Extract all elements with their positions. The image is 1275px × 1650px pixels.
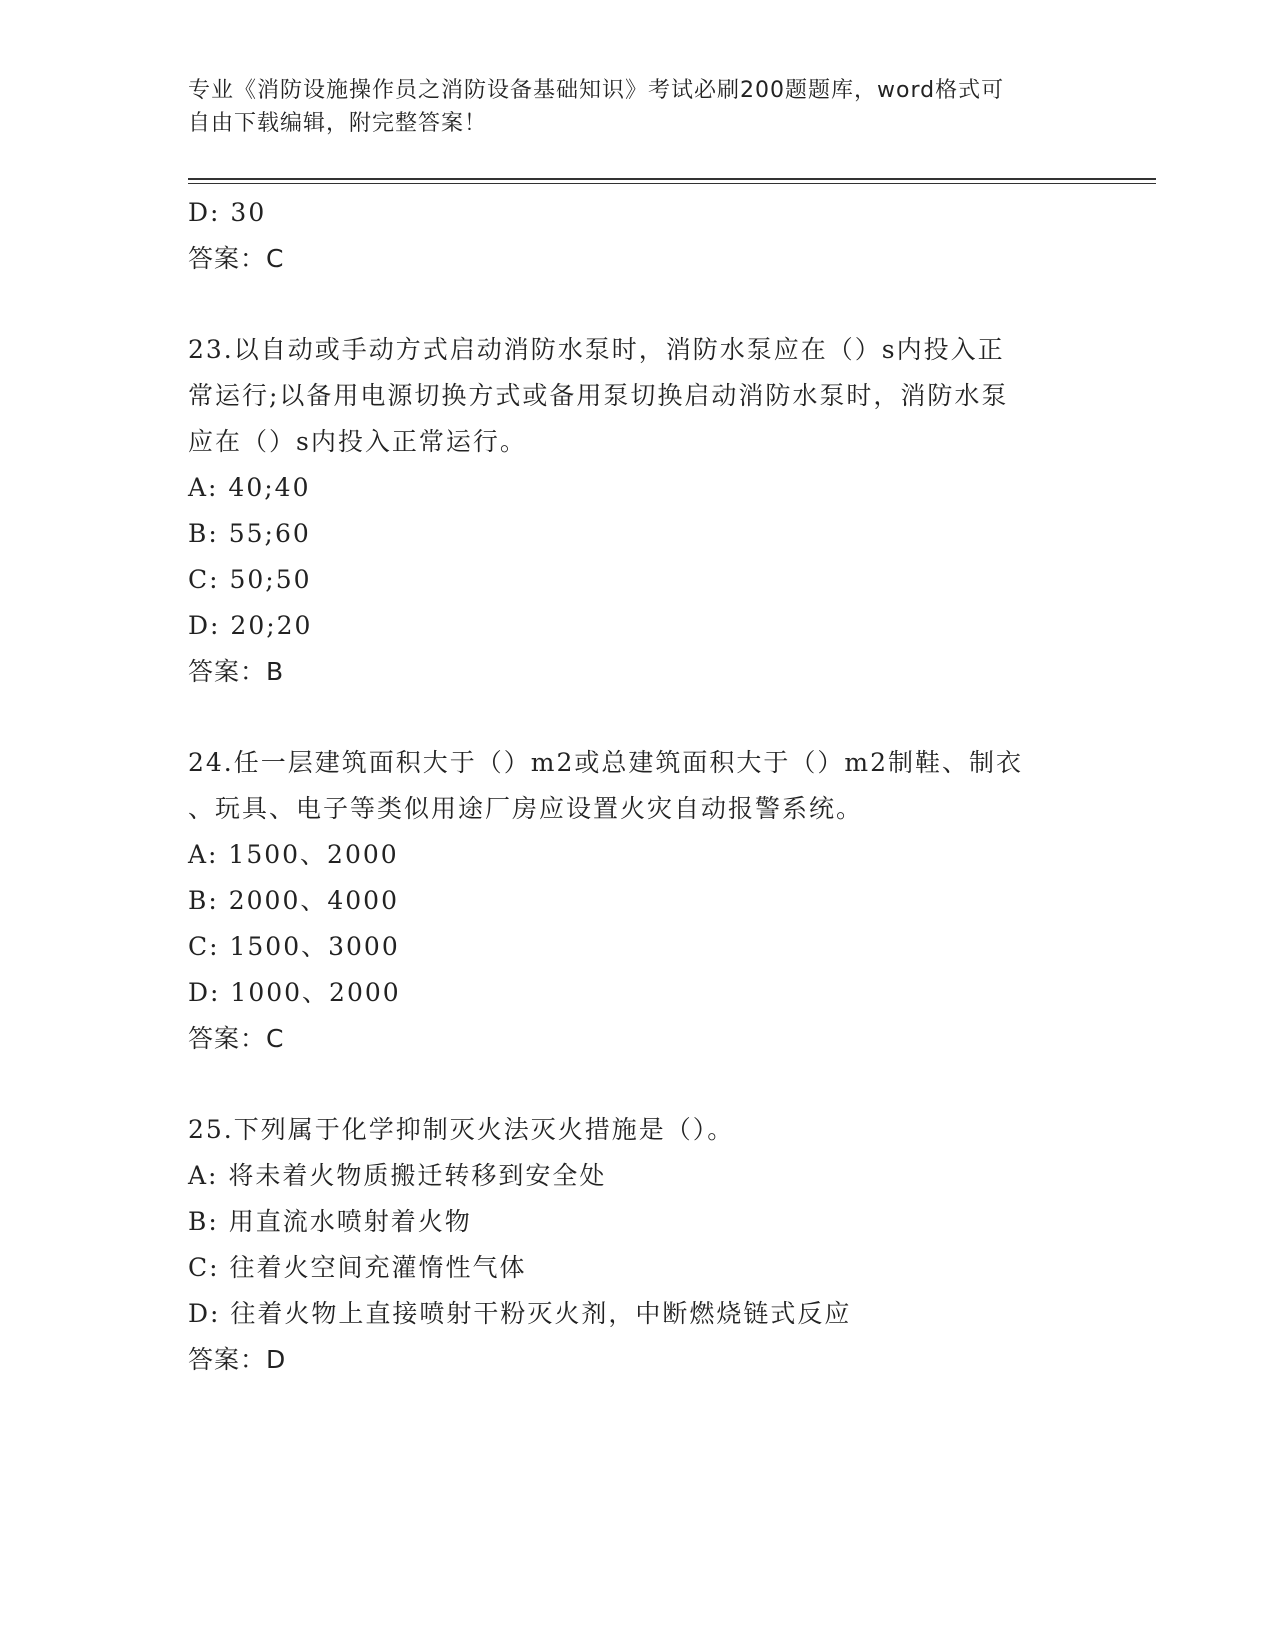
header-title-line-1: 专业《消防设施操作员之消防设备基础知识》考试必刷200题题库，word格式可 [188,78,1005,103]
question-stem-line: 24.任一层建筑面积大于（）m2或总建筑面积大于（）m2制鞋、制衣 [188,748,1023,777]
previous-question-tail [188,190,1088,282]
answer-line: 答案：B [188,657,285,686]
question-stem-line: 常运行;以备用电源切换方式或备用泵切换启动消防水泵时，消防水泵 [188,381,1009,410]
option-d: D: 1000、2000 [188,978,401,1007]
option-b: B: 55;60 [188,519,311,548]
question-stem-line: 应在（）s内投入正常运行。 [188,427,527,456]
option-d: D: 往着火物上直接喷射干粉灭火剂，中断燃烧链式反应 [188,1299,852,1328]
spacer [188,695,1088,740]
option-d: D: 30 [188,198,267,227]
option-a: A: 将未着火物质搬迁转移到安全处 [188,1161,607,1190]
spacer [188,282,1088,327]
header-divider-thin [188,183,1156,184]
option-a: A: 40;40 [188,473,311,502]
option-b: B: 用直流水喷射着火物 [188,1207,472,1236]
answer-line: 答案：D [188,1345,287,1374]
option-a: A: 1500、2000 [188,840,399,869]
option-c: C: 1500、3000 [188,932,400,961]
question-stem-line: 23.以自动或手动方式启动消防水泵时，消防水泵应在（）s内投入正 [188,335,1005,364]
question-stem-line: 、玩具、电子等类似用途厂房应设置火灾自动报警系统。 [188,794,864,823]
document-body [188,190,1088,1383]
answer-line: 答案：C [188,1024,285,1053]
option-d: D: 20;20 [188,611,313,640]
answer-line: 答案：C [188,244,285,273]
question-24 [188,740,1088,1062]
question-stem-line: 25.下列属于化学抑制灭火法灭火措施是（）。 [188,1115,735,1144]
question-25 [188,1107,1088,1383]
option-b: B: 2000、4000 [188,886,399,915]
option-c: C: 往着火空间充灌惰性气体 [188,1253,527,1282]
header-divider-thick [188,178,1156,180]
question-23 [188,327,1088,695]
header-title-line-2: 自由下载编辑，附完整答案！ [188,111,488,136]
document-header [188,74,1088,140]
spacer [188,1062,1088,1107]
option-c: C: 50;50 [188,565,312,594]
